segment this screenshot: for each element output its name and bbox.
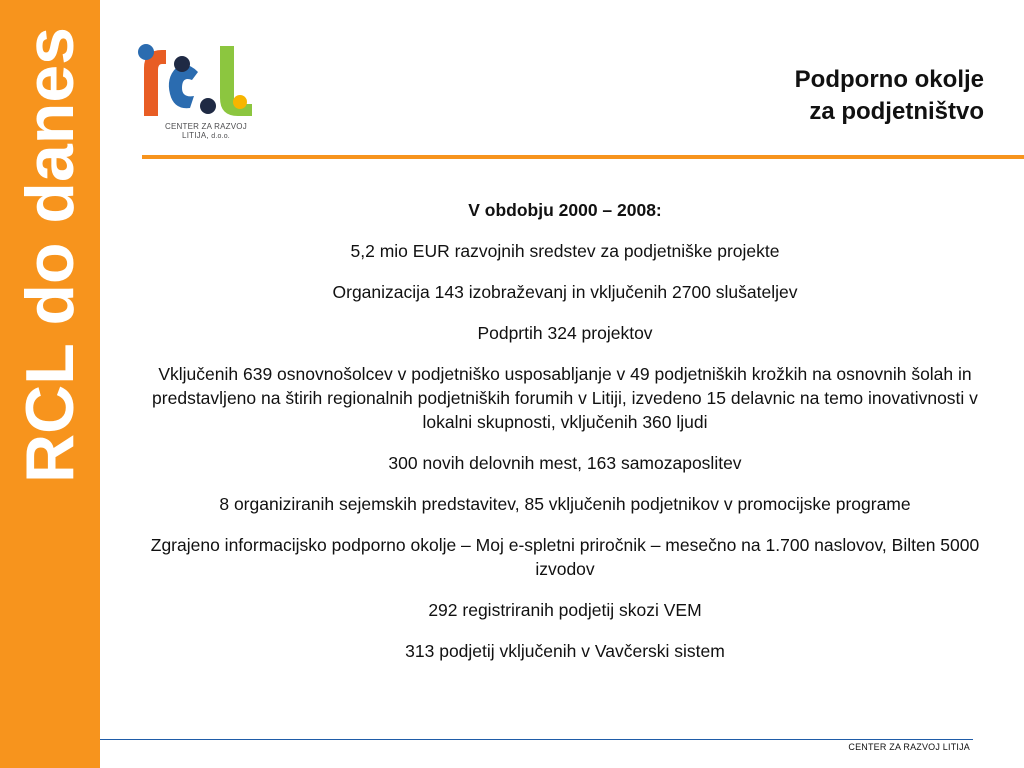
footer-text: CENTER ZA RAZVOJ LITIJA (848, 742, 970, 752)
logo-letter-r (144, 50, 166, 116)
content-item: Organizacija 143 izobraževanj in vključenih 2700 slušateljev (332, 282, 798, 302)
content-item: 313 podjetij vključenih v Vavčerski sistem (405, 641, 725, 661)
logo-dot-yellow (233, 95, 247, 109)
content-body (150, 198, 980, 680)
logo-dot-c (174, 56, 190, 72)
content-item: Zgrajeno informacijsko podporno okolje – Moj e-spletni priročnik – mesečno na 1.700 naslovov, Bilten 5000 izvodov (150, 535, 980, 579)
content-item: 8 organiziranih sejemskih predstavitev, 85 vključenih podjetnikov v promocijske programe (219, 494, 911, 514)
content-item: Podprtih 324 projektov (477, 323, 653, 343)
logo-caption (150, 122, 262, 141)
logo-caption-suffix: d.o.o. (211, 133, 230, 140)
side-bar (0, 0, 100, 768)
page-title-line2: za podjetništvo (809, 98, 984, 125)
side-title: RCL do danes (12, 27, 88, 483)
logo-caption-line2: LITIJA, d.o.o. (182, 131, 230, 140)
logo-dot-r (138, 44, 154, 60)
logo-dot-l (200, 98, 216, 114)
page-title (795, 64, 984, 128)
content-item: 300 novih delovnih mest, 163 samozaposlitev (388, 453, 742, 473)
content-item: 292 registriranih podjetij skozi VEM (428, 600, 702, 620)
header-divider (142, 155, 1024, 159)
page-title-line1: Podporno okolje (794, 66, 984, 93)
content-item: Vključenih 639 osnovnošolcev v podjetniško usposabljanje v 49 podjetniških krožkih na osnovnih šolah in predstavljeno na štirih regionalnih podjetniških forumih v Litiji, izvedeno 15 delavnic na temo inovativnosti v lokalni skupnosti, vključenih 360 ljudi (152, 364, 978, 432)
content-item: 5,2 mio EUR razvojnih sredstev za podjetniške projekte (350, 241, 780, 261)
logo-caption-line1: CENTER ZA RAZVOJ (165, 122, 247, 131)
content-heading: V obdobju 2000 – 2008: (468, 200, 662, 220)
footer-divider (100, 739, 973, 740)
